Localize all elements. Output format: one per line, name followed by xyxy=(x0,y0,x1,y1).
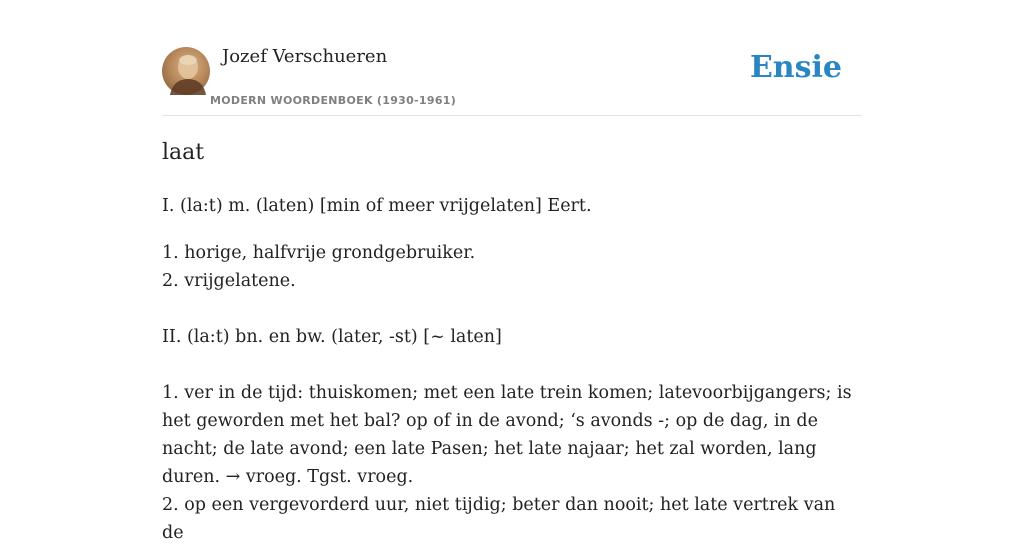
section-1-heading: I. (la:t) m. (laten) [min of meer vrijgelaten] Eert. xyxy=(162,196,592,216)
entry-content xyxy=(162,192,862,547)
spacer xyxy=(162,295,862,323)
spacer xyxy=(162,351,862,379)
definition-item: 2. op een vergevorderd uur, niet tijdig; beter dan nooit; het late vertrek van de xyxy=(162,495,836,543)
header-divider xyxy=(162,115,862,116)
site-logo[interactable]: Ensie xyxy=(749,50,842,85)
definition-item: 1. ver in de tijd: thuiskomen; met een late trein komen; latevoorbijgangers; is het geworden met het bal? op of in de avond; ‘s avonds -; op de dag, in de nacht; de late avond; een late Pasen; het late najaar; het zal worden, lang duren. → vroeg. Tgst. vroeg. xyxy=(162,383,852,487)
author-avatar[interactable] xyxy=(162,47,210,95)
definition-item: 1. horige, halfvrije grondgebruiker. xyxy=(162,243,476,263)
source-label[interactable]: MODERN WOORDENBOEK (1930-1961) xyxy=(210,94,457,107)
author-name[interactable]: Jozef Verschueren xyxy=(222,46,388,67)
headword-title: laat xyxy=(162,140,205,165)
definition-item: 2. vrijgelatene. xyxy=(162,271,296,291)
spacer xyxy=(162,220,862,239)
section-2-heading: II. (la:t) bn. en bw. (later, -st) [~ laten] xyxy=(162,327,502,347)
